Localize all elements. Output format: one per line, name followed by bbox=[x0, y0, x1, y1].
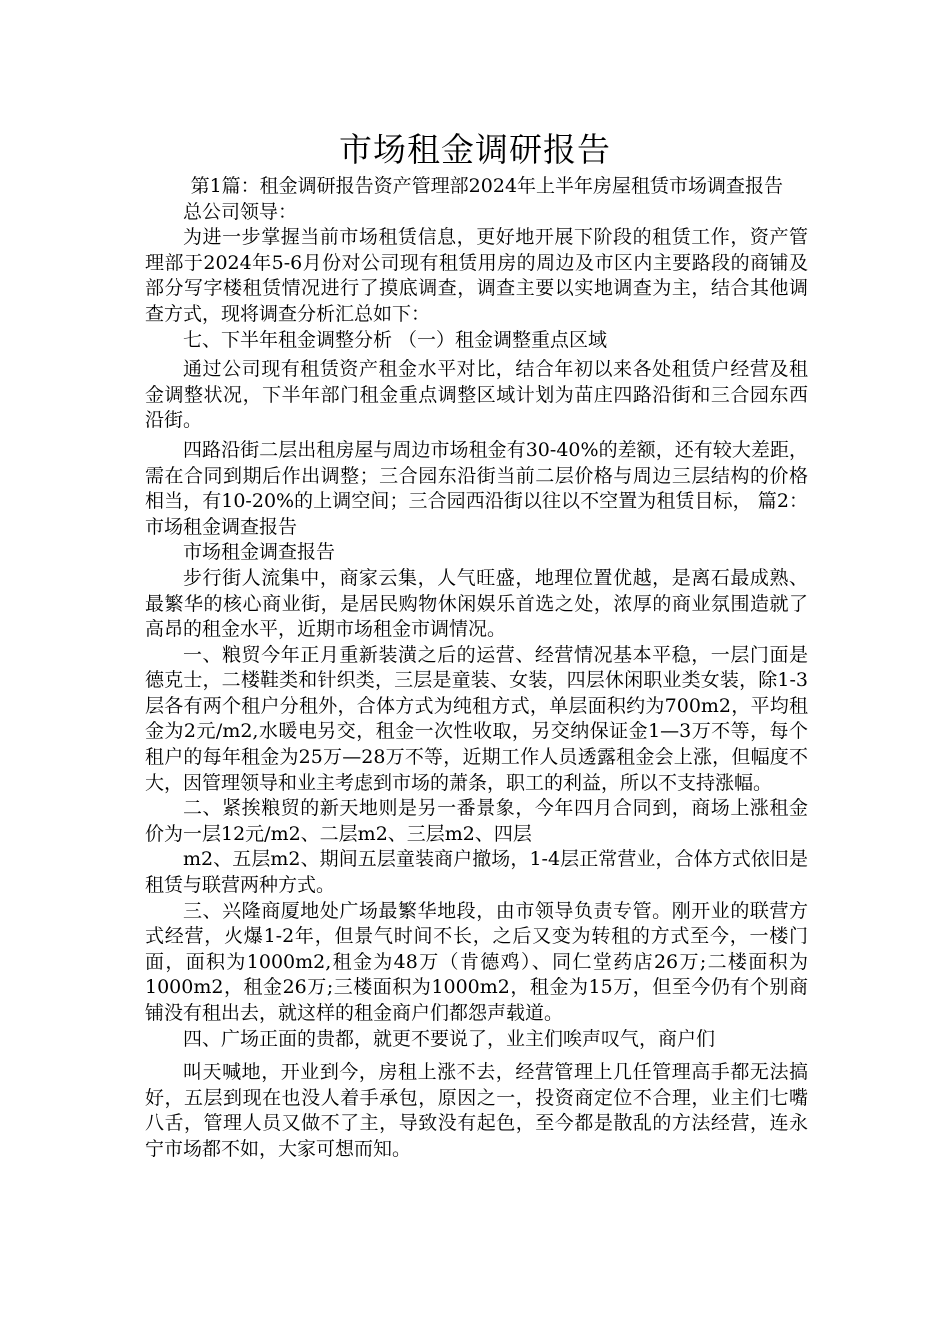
paragraph-point-three: 三、兴隆商厦地处广场最繁华地段，由市领导负责专管。刚开业的联营方式经营，火爆1-2年，但景气时间不长，之后又变为转租的方式至今，一楼门面，面积为1000m2,租金为48万（肯德鸡）、同仁堂药店26万;二楼面积为1000m2，租金26万;三楼面积为1000m2，租金为15万，但至今仍有个别商铺没有租出去，就这样的租金商户们都怨声载道。 bbox=[145, 899, 808, 1024]
paragraph-heading-part1: 第1篇：租金调研报告资产管理部2024年上半年房屋租赁市场调查报告 bbox=[190, 175, 784, 197]
paragraph-report-title: 市场租金调查报告 bbox=[183, 541, 336, 564]
paragraph-adjustment-area: 通过公司现有租赁资产租金水平对比，结合年初以来各处租赁户经营及租金调整状况，下半年部门租金重点调整区域计划为苗庄四路沿街和三合园东西沿街。 bbox=[145, 358, 808, 432]
document-body bbox=[145, 174, 808, 1163]
paragraph-intro: 为进一步掌握当前市场租赁信息，更好地开展下阶段的租赁工作，资产管理部于2024年5-6月份对公司现有租赁用房的周边及市区内主要路段的商铺及部分写字楼租赁情况进行了摸底调查，调查主要以实地调查为主，结合其他调查方式，现将调查分析汇总如下： bbox=[145, 226, 808, 325]
paragraph-price-gap: 四路沿街二层出租房屋与周边市场租金有30-40%的差额，还有较大差距，需在合同到期后作出调整；三合园东沿街当前二层价格与周边三层结构的价格相当，有10-20%的上调空间；三合园西沿街以往以不空置为租赁目标， 篇2：市场租金调查报告 bbox=[145, 438, 808, 538]
paragraph-section-seven: 七、下半年租金调整分析 （一）租金调整重点区域 bbox=[183, 328, 608, 351]
paragraph-point-two: 二、紧挨粮贸的新天地则是另一番景象，今年四月合同到，商场上涨租金价为一层12元/m2、二层m2、三层m2、四层 bbox=[145, 797, 808, 845]
paragraph-point-one: 一、粮贸今年正月重新装潢之后的运营、经营情况基本平稳，一层门面是德克士，二楼鞋类和针织类，三层是童装、女装，四层休闲职业类女装，除1-3层各有两个租户分租外，合体方式为纯租方式，单层面积约为700m2，平均租金为2元/m2,水暖电另交，租金一次性收取，另交纳保证金1—3万不等，每个租户的每年租金为25万—28万不等，近期工作人员透露租金会上涨，但幅度不大，因管理领导和业主考虑到市场的萧条，职工的利益，所以不支持涨幅。 bbox=[145, 643, 808, 794]
paragraph-point-four: 四、广场正面的贵都，就更不要说了，业主们唉声叹气，商户们 bbox=[183, 1027, 716, 1050]
document-title: 市场租金调研报告 bbox=[339, 130, 611, 169]
paragraph-point-four-cont: 叫天喊地，开业到今，房租上涨不去，经营管理上几任管理高手都无法搞好，五层到现在也没人着手承包，原因之一，投资商定位不合理，业主们七嘴八舌，管理人员又做不了主，导致没有起色，至今都是散乱的方法经营，连永宁市场都不如，大家可想而知。 bbox=[145, 1061, 808, 1160]
paragraph-pedestrian-street: 步行街人流集中，商家云集，人气旺盛，地理位置优越，是离石最成熟、最繁华的核心商业街，是居民购物休闲娱乐首选之处，浓厚的商业氛围造就了高昂的租金水平，近期市场租金市调情况。 bbox=[145, 566, 808, 641]
paragraph-point-two-cont: m2、五层m2、期间五层童装商户撤场，1-4层正常营业，合体方式依旧是租赁与联营两种方式。 bbox=[145, 848, 808, 897]
paragraph-salutation: 总公司领导： bbox=[183, 200, 298, 223]
